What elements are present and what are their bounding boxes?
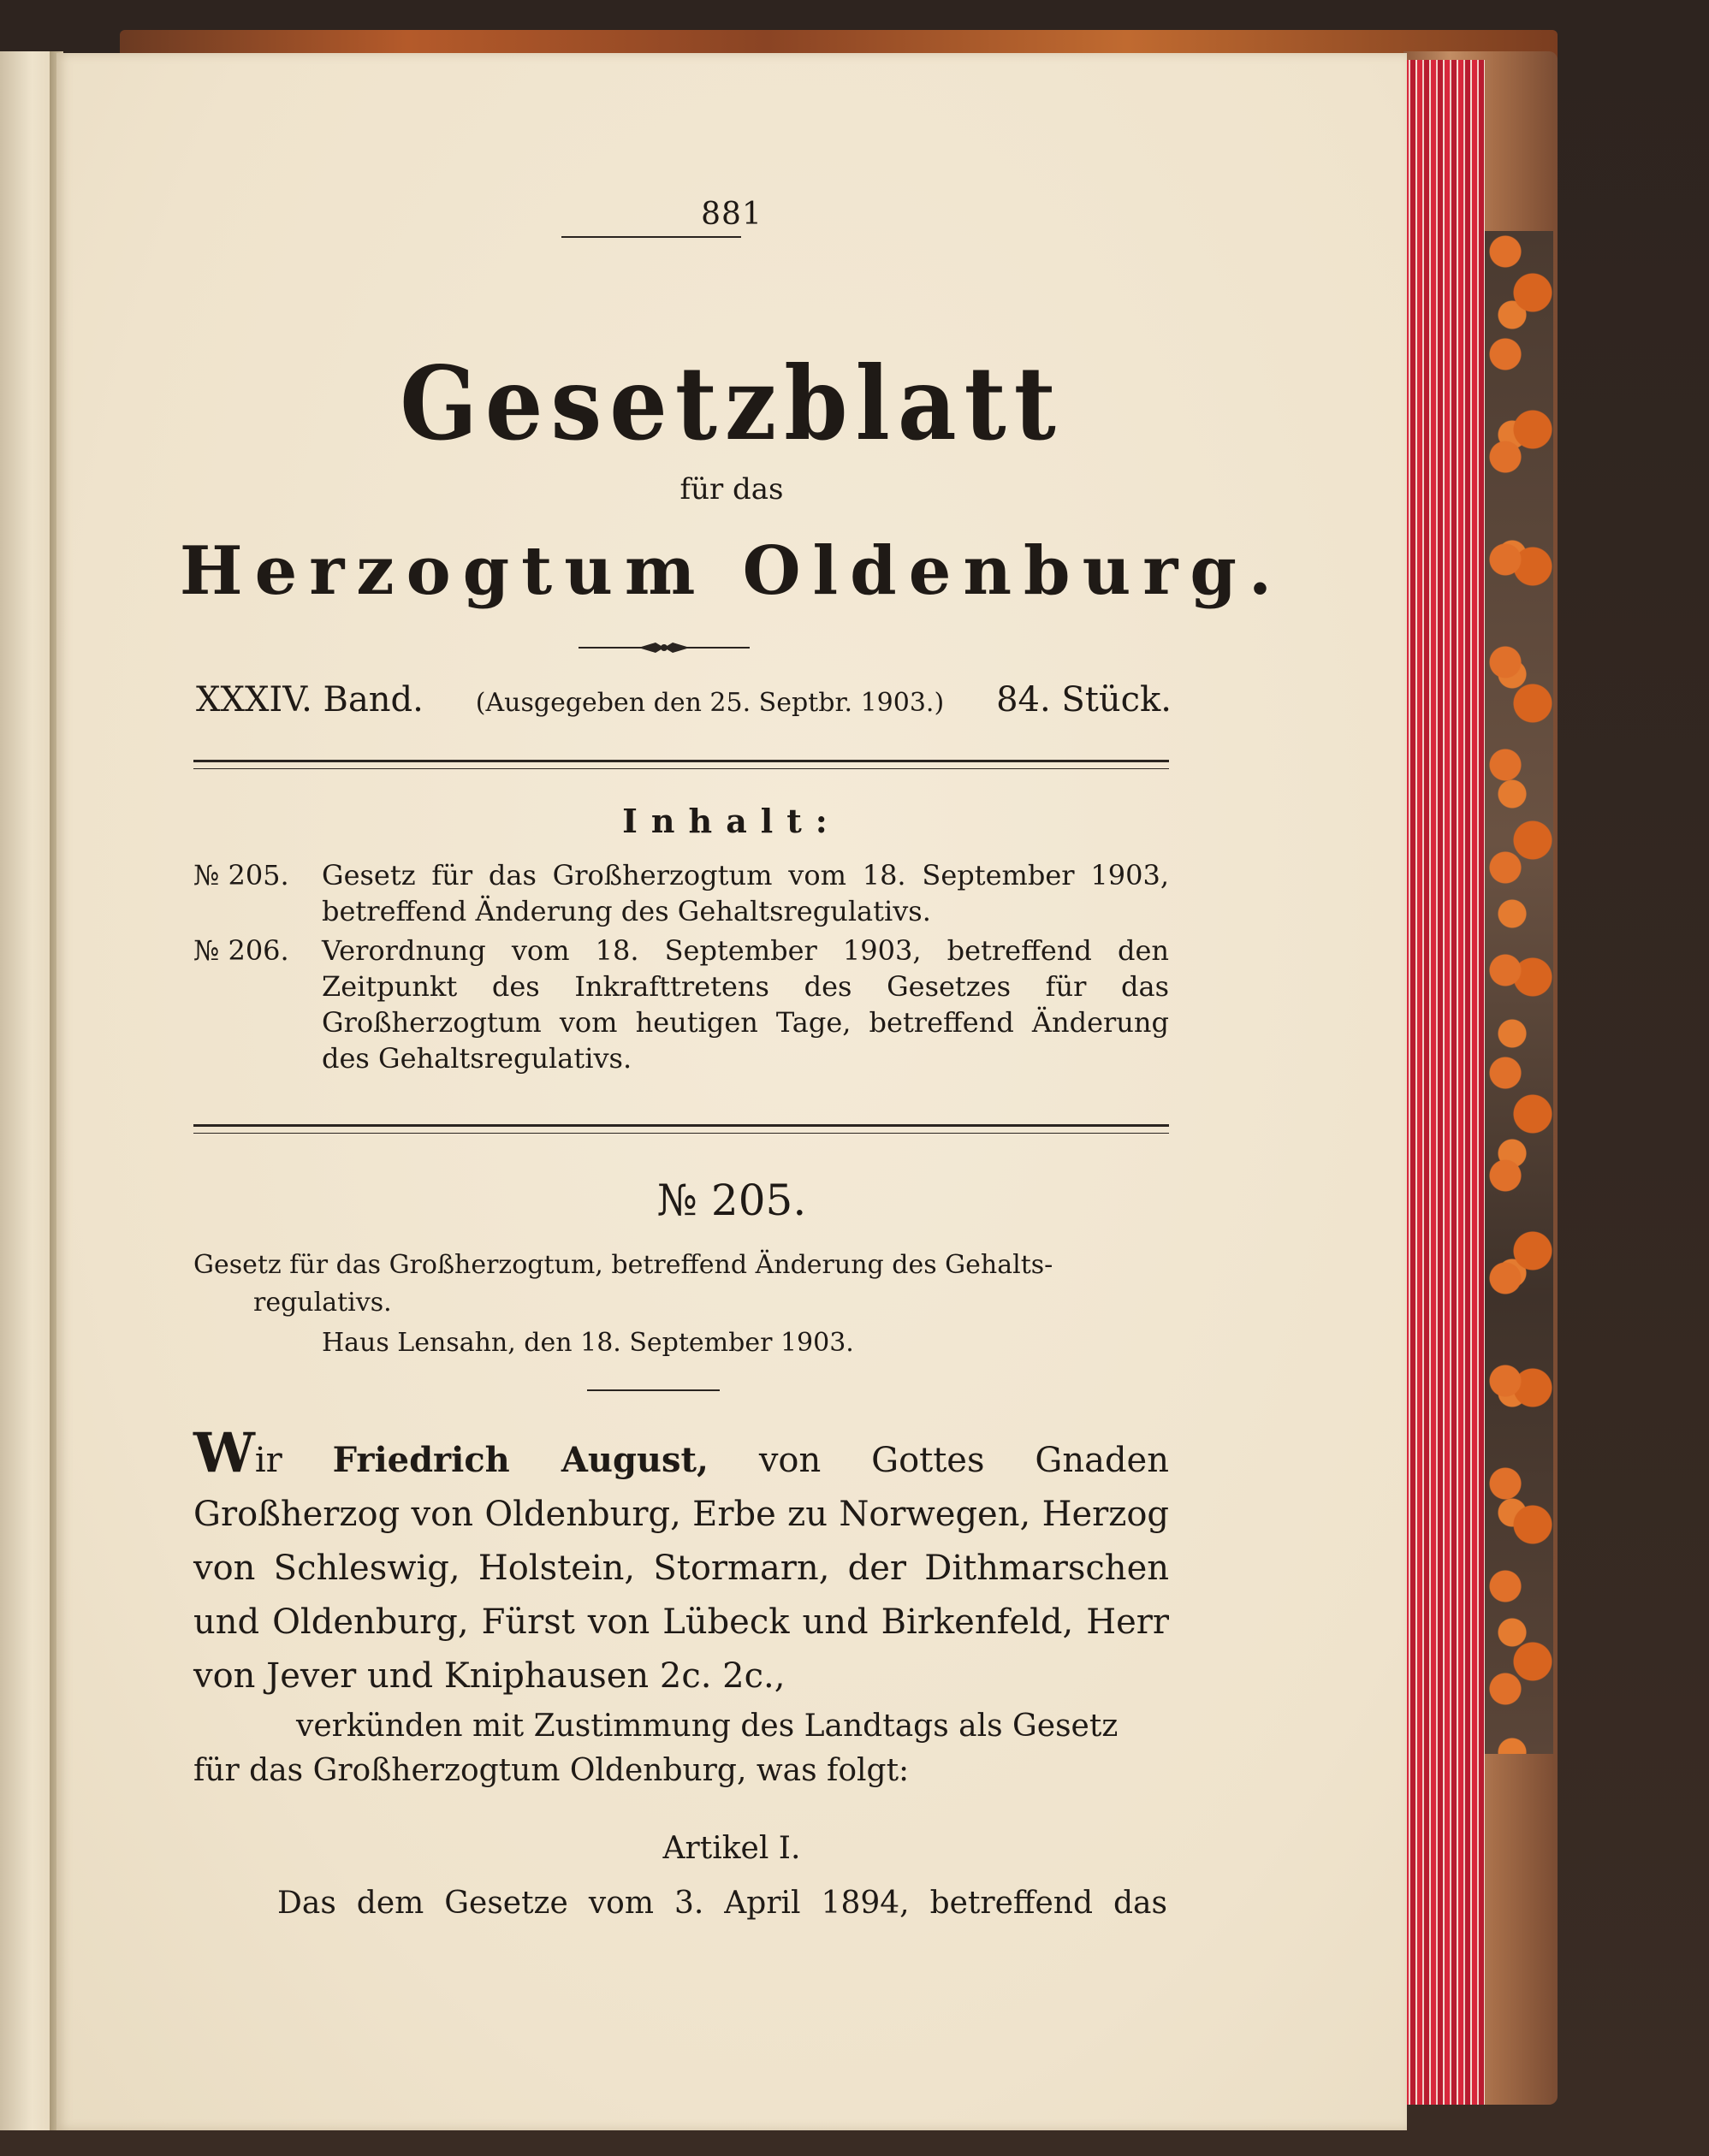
article-text: Das dem Gesetze vom 3. April 1894, betreffend das (277, 1886, 1167, 1921)
law-title-line: Gesetz für das Großherzogtum, betreffend Änderung des Gehalts- (193, 1250, 1053, 1280)
volume-label: XXXIV. Band. (196, 680, 424, 720)
law-number: № 205. (656, 1176, 807, 1225)
piece-number: 84. Stück. (996, 680, 1172, 720)
proclamation-line: verkünden mit Zustimmung des Landtags als Gesetz (296, 1709, 1119, 1744)
law-title-line: regulativs. (253, 1288, 392, 1318)
contents-entry (193, 933, 1169, 1076)
contents-entry (193, 857, 1169, 929)
contents-entry-text: Gesetz für das Großherzogtum vom 18. September 1903, betreffend Änderung des Gehaltsregulativs. (322, 859, 1169, 927)
issue-date: (Ausgegeben den 25. Septbr. 1903.) (475, 688, 945, 718)
marbled-cover-edge (1485, 231, 1553, 1754)
sovereign-name: Friedrich August, (332, 1440, 709, 1480)
page-number: 881 (701, 197, 763, 232)
short-rule (587, 1389, 720, 1391)
place-and-date: Haus Lensahn, den 18. September 1903. (322, 1328, 854, 1358)
red-page-edges (1403, 60, 1485, 2105)
drop-initial: W (193, 1421, 255, 1485)
double-rule-bottom (193, 1124, 1169, 1134)
publication-subtitle: für das (679, 472, 784, 506)
state-name: Herzogtum Oldenburg. (179, 532, 1285, 610)
article-heading: Artikel I. (662, 1831, 801, 1866)
law-title (193, 1247, 1169, 1322)
contents-entry-number: № 206. (193, 934, 289, 967)
contents-heading: Inhalt: (622, 802, 841, 840)
proclamation-paragraph (193, 1704, 1169, 1793)
preamble-paragraph (193, 1421, 1169, 1703)
contents-list (193, 857, 1169, 1076)
page-number-rule (561, 236, 741, 238)
ornament-divider (579, 640, 750, 655)
proclamation-line: für das Großherzogtum Oldenburg, was folgt: (193, 1753, 910, 1788)
issue-line (196, 680, 1172, 723)
document-page (56, 53, 1407, 2130)
facing-page-edge (0, 51, 55, 2130)
double-rule-top (193, 760, 1169, 769)
opening-word-rest: ir (254, 1441, 282, 1480)
publication-title: Gesetzblatt (400, 344, 1064, 463)
contents-entry-text: Verordnung vom 18. September 1903, betreffend den Zeitpunkt des Inkrafttretens des Gesetzes für das Großherzogtum vom heutigen Tage, betreffend Änderung des Gehaltsregulativs. (322, 934, 1169, 1075)
preamble-text: von Gottes Gnaden Großherzog von Oldenburg, Erbe zu Norwegen, Herzog von Schleswig, Holstein, Stormarn, der Dithmarschen und Oldenburg, Fürst von Lübeck und Birkenfeld, Herr von Jever und Kniphausen 2c. 2c., (193, 1441, 1169, 1696)
contents-entry-number: № 205. (193, 859, 289, 891)
